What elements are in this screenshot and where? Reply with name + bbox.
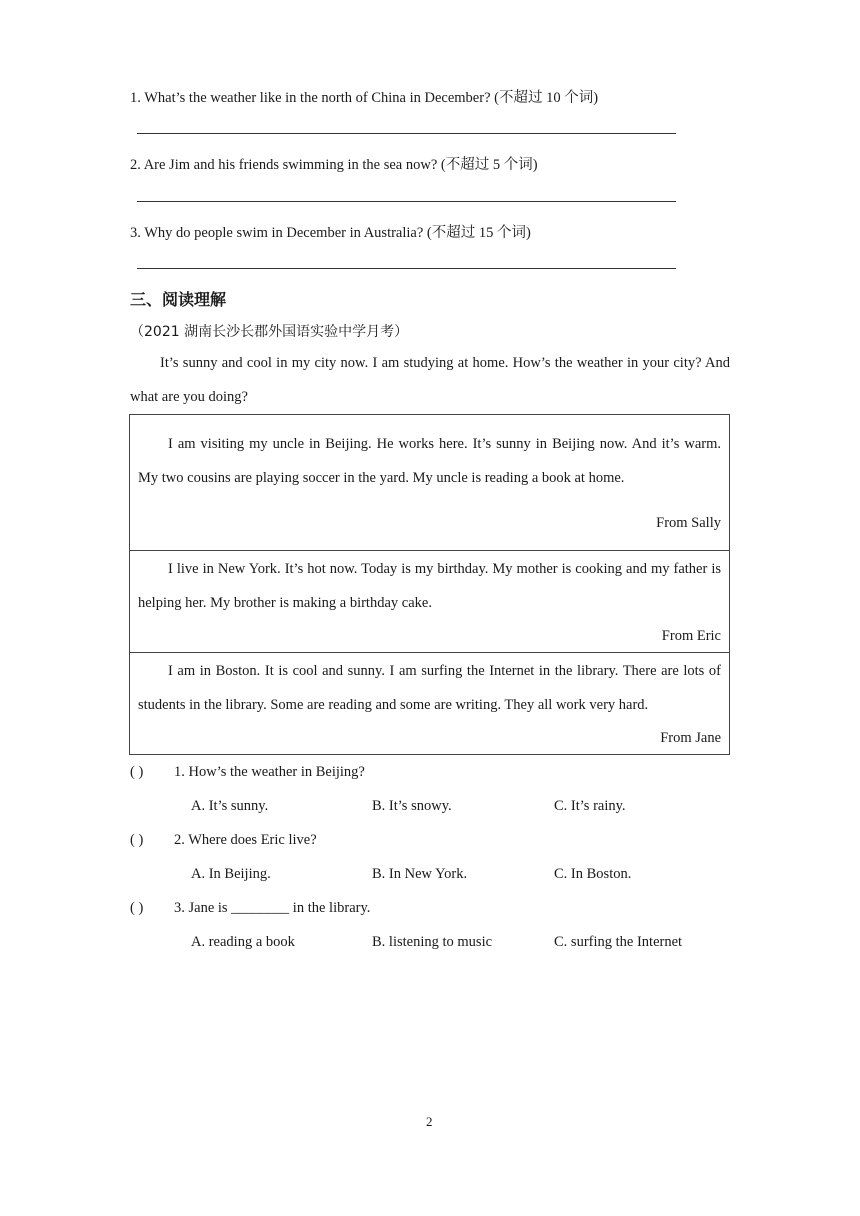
source-note: （2021 湖南长沙长郡外国语实验中学月考） [130, 324, 409, 340]
mc-2-option-a[interactable]: A. In Beijing. [191, 866, 271, 882]
mc-2-bracket[interactable]: ( ) [130, 832, 144, 848]
mc-1-option-c[interactable]: C. It’s rainy. [554, 798, 626, 814]
mc-2-option-b[interactable]: B. In New York. [372, 866, 468, 882]
question-3: 3. Why do people swim in December in Australia? (不超过 15 个词) [130, 225, 531, 241]
letter-eric-from: From Eric [661, 628, 721, 644]
mc-1-option-b[interactable]: B. It’s snowy. [372, 798, 452, 814]
page-number: 2 [426, 1114, 433, 1129]
question-2: 2. Are Jim and his friends swimming in the sea now? (不超过 5 个词) [130, 157, 538, 173]
answer-line-1[interactable] [137, 133, 676, 134]
mc-2-option-c[interactable]: C. In Boston. [554, 866, 632, 882]
mc-3-option-c[interactable]: C. surfing the Internet [554, 934, 683, 950]
mc-3-stem: 3. Jane is ________ in the library. [174, 900, 371, 916]
question-1: 1. What’s the weather like in the north of China in December? (不超过 10 个词) [130, 90, 599, 106]
mc-2-stem: 2. Where does Eric live? [174, 832, 317, 848]
letter-jane-body: I am in Boston. It is cool and sunny. I am surfing the Internet in the library. There are lots of students in the library. Some are reading and some are writing. They all work very hard. [138, 663, 721, 713]
mc-1-stem: 1. How’s the weather in Beijing? [174, 764, 365, 780]
mc-1-bracket[interactable]: ( ) [130, 764, 144, 780]
letter-eric-body: I live in New York. It’s hot now. Today is my birthday. My mother is cooking and my father is helping her. My brother is making a birthday cake. [138, 561, 721, 611]
letter-jane-from: From Jane [660, 730, 721, 746]
mc-3-bracket[interactable]: ( ) [130, 900, 144, 916]
table-divider [129, 652, 730, 653]
letters-table [129, 414, 730, 755]
letter-sally-body: I am visiting my uncle in Beijing. He works here. It’s sunny in Beijing now. And it’s warm. My two cousins are playing soccer in the yard. My uncle is reading a book at home. [138, 436, 721, 486]
table-divider [129, 550, 730, 551]
mc-3-option-b[interactable]: B. listening to music [372, 934, 493, 950]
answer-line-3[interactable] [137, 268, 676, 269]
mc-1-option-a[interactable]: A. It’s sunny. [191, 798, 269, 814]
answer-line-2[interactable] [137, 201, 676, 202]
letter-sally-from: From Sally [656, 515, 721, 531]
section-title: 三、阅读理解 [130, 290, 227, 309]
intro-paragraph: It’s sunny and cool in my city now. I am studying at home. How’s the weather in your city? And what are you doing? [130, 355, 730, 405]
mc-3-option-a[interactable]: A. reading a book [191, 934, 295, 950]
